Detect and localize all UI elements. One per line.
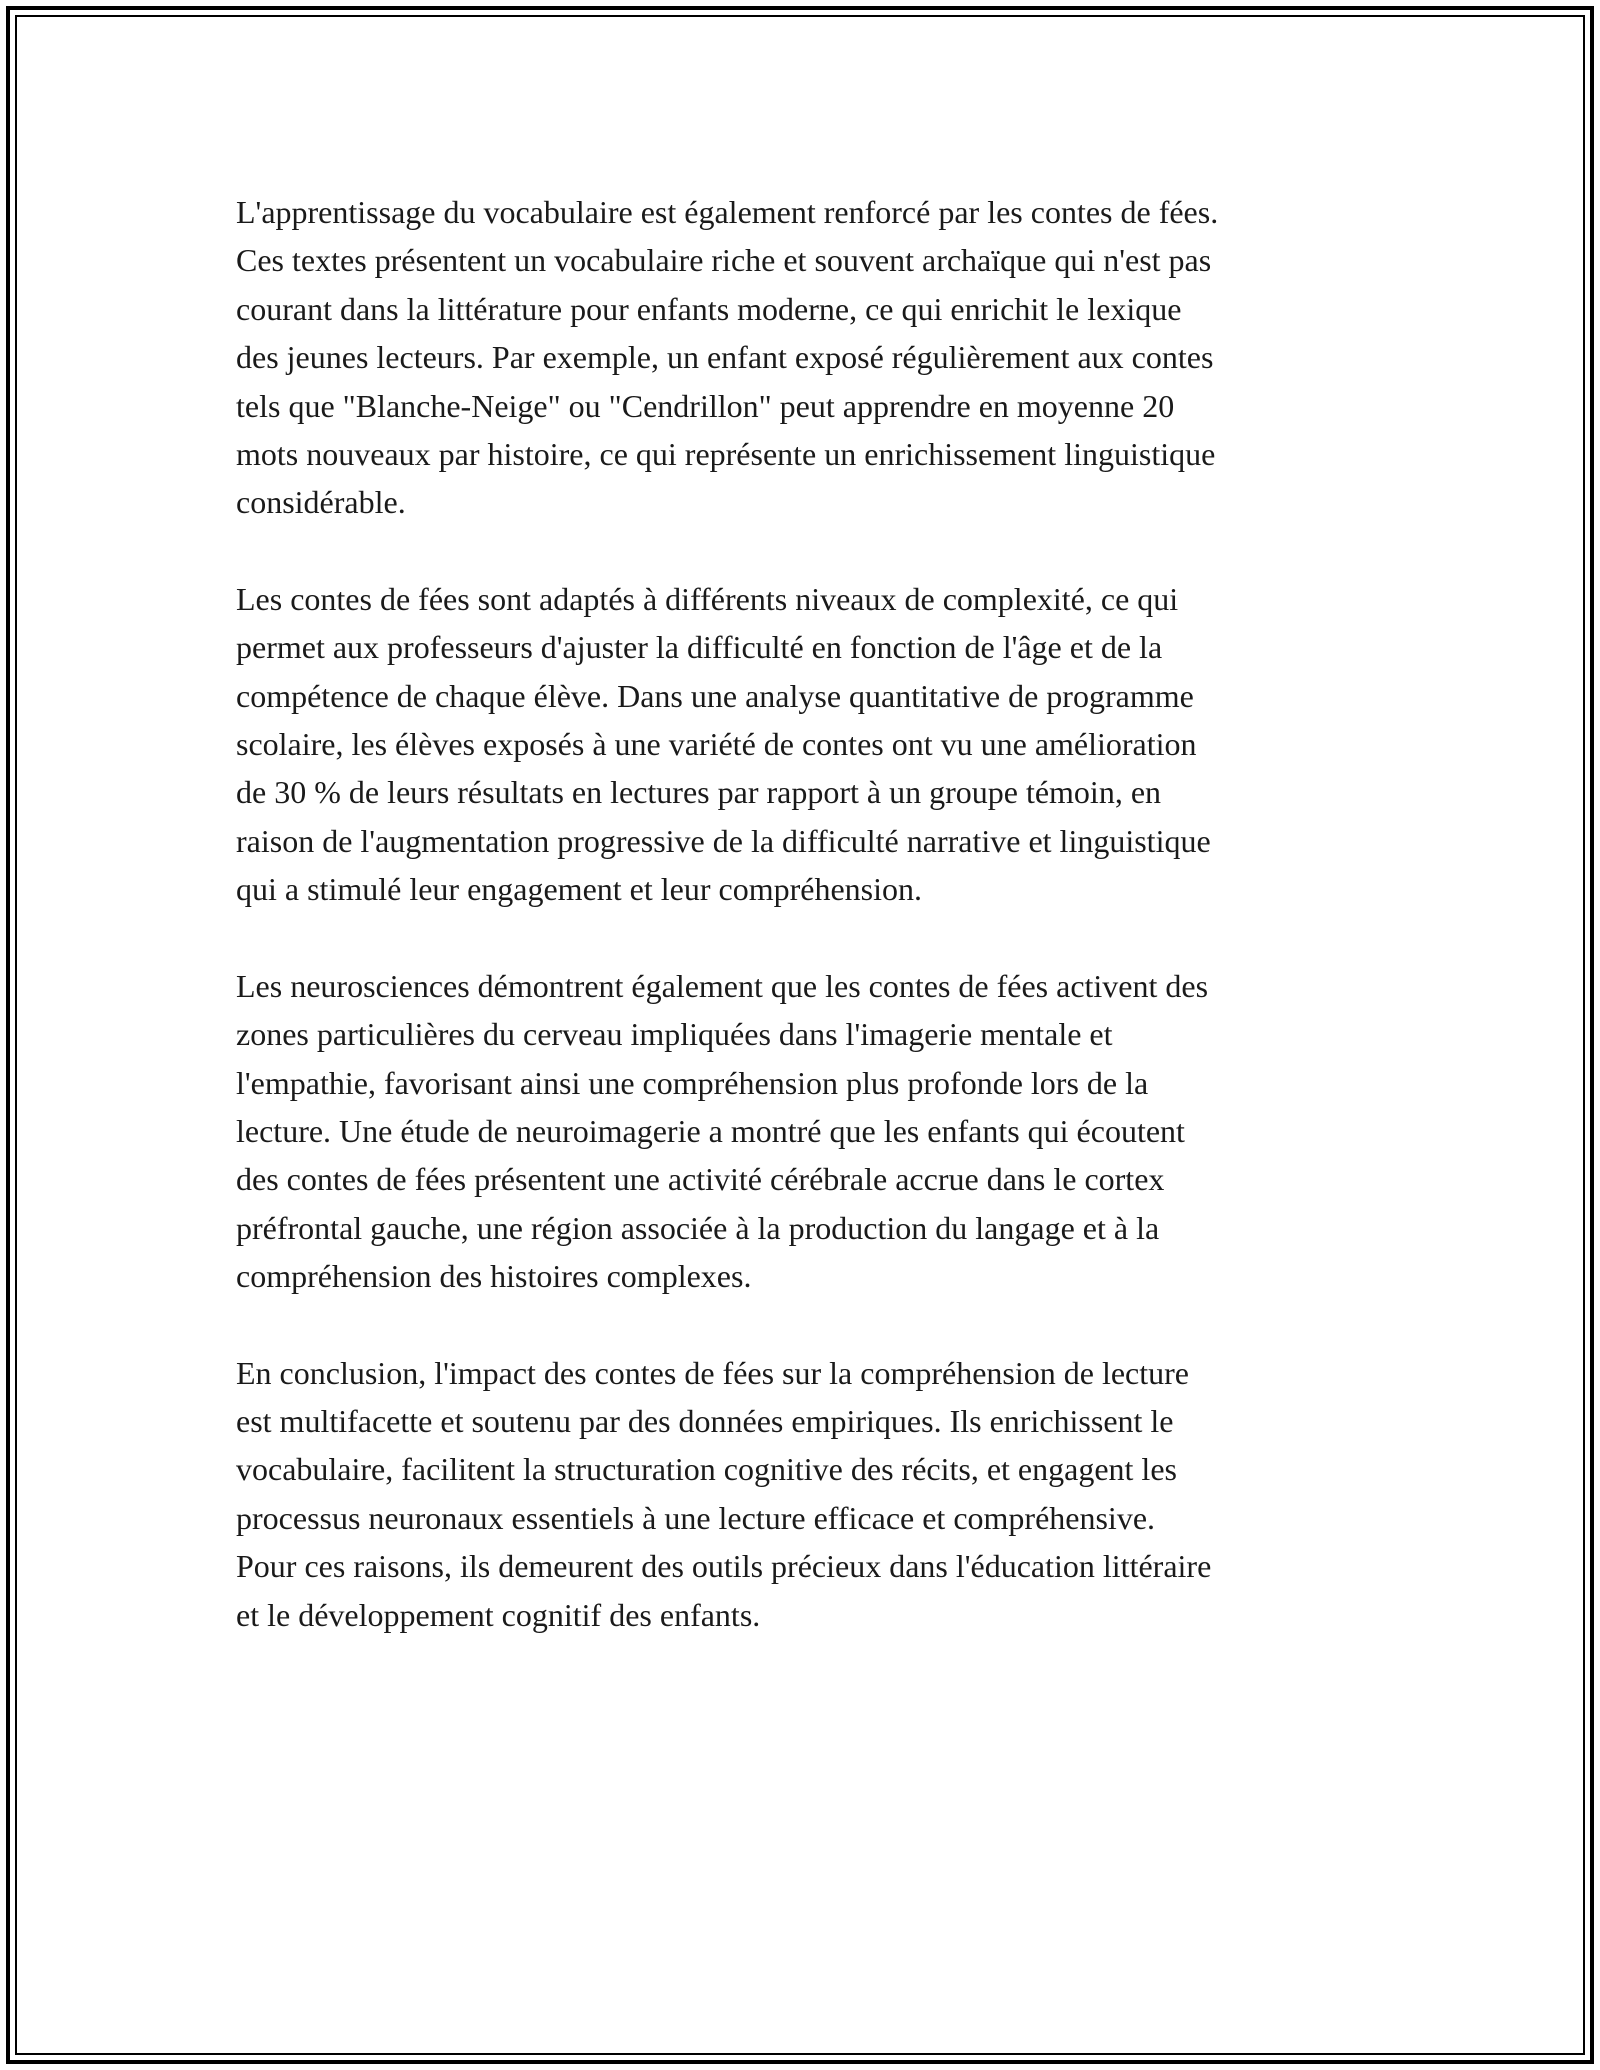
paragraph-conclusion: En conclusion, l'impact des contes de fées sur la compréhension de lecture est multifacette et soutenu par des données empiriques. Ils enrichissent le vocabulaire, facilitent la structuration cognitive des récits, et engagent les processus neuronaux essentiels à une lecture efficace et compréhensive. Pour ces raisons, ils demeurent des outils précieux dans l'éducation littéraire et le développement cognitif des enfants. [236,1354,1212,1633]
document-body [236,188,1376,1687]
paragraph-vocabulary: L'apprentissage du vocabulaire est également renforcé par les contes de fées. Ces textes présentent un vocabulaire riche et souvent archaïque qui n'est pas courant dans la littérature pour enfants moderne, ce qui enrichit le lexique des jeunes lecteurs. Par exemple, un enfant exposé régulièrement aux contes tels que "Blanche-Neige" ou "Cendrillon" peut apprendre en moyenne 20 mots nouveaux par histoire, ce qui représente un enrichissement linguistique considérable. [236,194,1219,521]
paragraph-neuroscience: Les neurosciences démontrent également que les contes de fées activent des zones particulières du cerveau impliquées dans l'imagerie mentale et l'empathie, favorisant ainsi une compréhension plus profonde lors de la lecture. Une étude de neuroimagerie a montré que les enfants qui écoutent des contes de fées présentent une activité cérébrale accrue dans le cortex préfrontal gauche, une région associée à la production du langage et à la compréhension des histoires complexes. [236,967,1209,1295]
paragraph-complexity: Les contes de fées sont adaptés à différents niveaux de complexité, ce qui permet aux professeurs d'ajuster la difficulté en fonction de l'âge et de la compétence de chaque élève. Dans une analyse quantitative de programme scolaire, les élèves exposés à une variété de contes ont vu une amélioration de 30 % de leurs résultats en lectures par rapport à un groupe témoin, en raison de l'augmentation progressive de la difficulté narrative et linguistique qui a stimulé leur engagement et leur compréhension. [236,580,1211,908]
